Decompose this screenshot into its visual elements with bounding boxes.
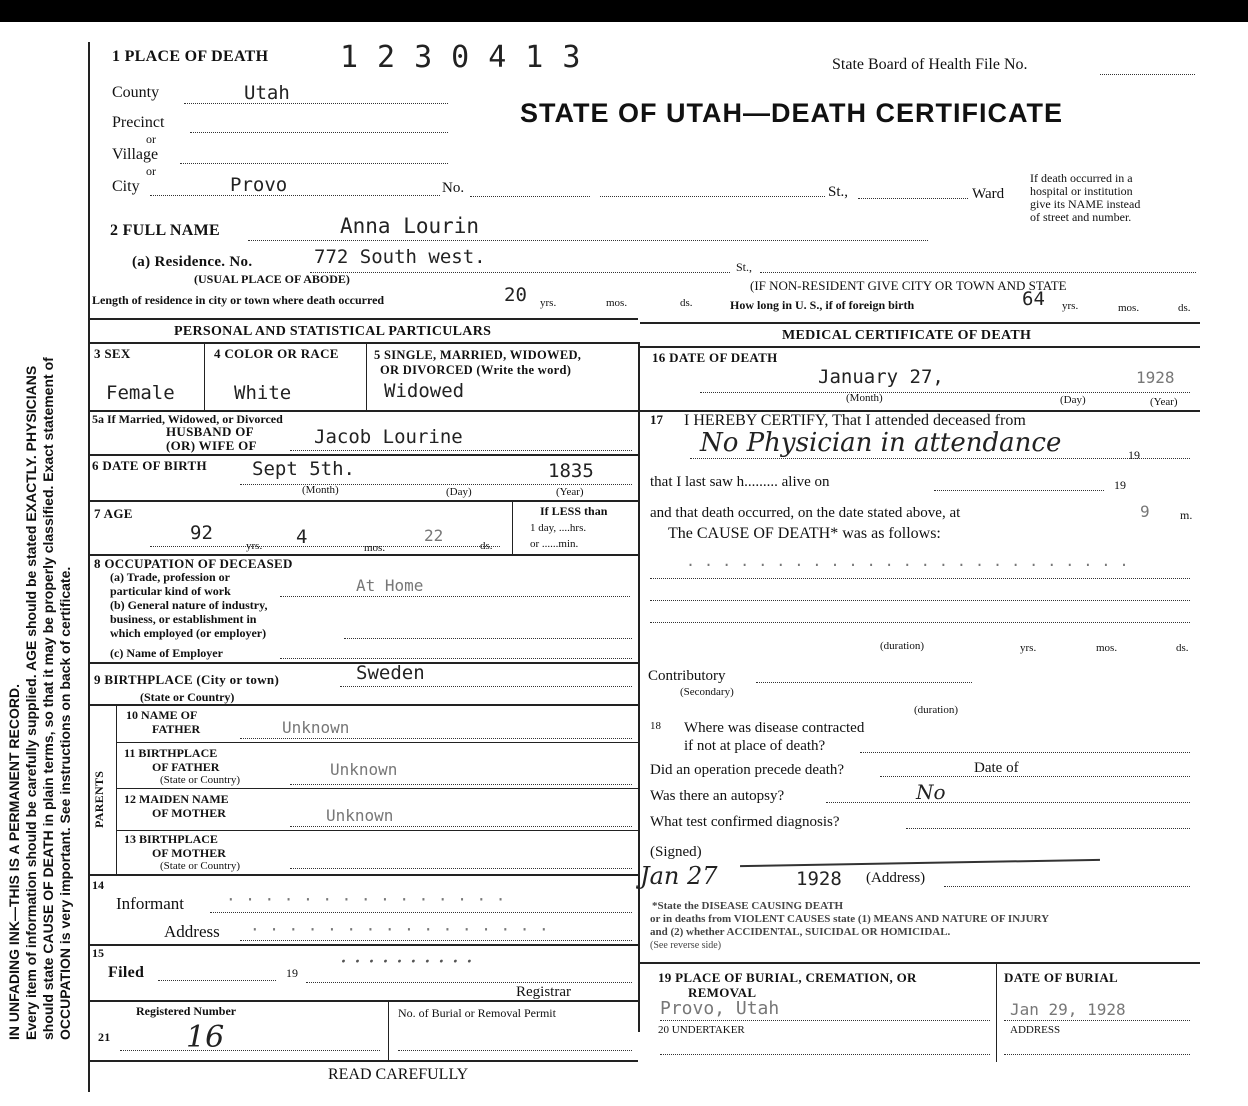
mother-name-label-2: OF MOTHER xyxy=(152,806,226,820)
occupation-label: 8 OCCUPATION OF DECEASED xyxy=(94,556,293,571)
length-residence-years: 20 xyxy=(504,284,527,306)
occupation-b-label-3: which employed (or employer) xyxy=(110,626,267,640)
dob-month-value: Sept 5th. xyxy=(252,458,355,480)
duration-label: (duration) xyxy=(880,640,924,652)
registered-number-label: Registered Number xyxy=(136,1004,237,1018)
precinct-label: Precinct xyxy=(112,114,165,131)
parents-divider xyxy=(116,704,117,874)
duration-ds: ds. xyxy=(1176,642,1189,654)
dob-day-caption: (Day) xyxy=(446,486,472,498)
burial-label-1: 19 PLACE OF BURIAL, CREMATION, OR xyxy=(658,970,917,985)
burial-date-value: Jan 29, 1928 xyxy=(1010,1000,1126,1019)
rule-before-registered xyxy=(90,1000,638,1002)
violence-note-2: or in deaths from VIOLENT CAUSES state (1) MEANS AND NATURE OF INJURY xyxy=(650,913,1050,925)
residence-label: (a) Residence. No. xyxy=(132,254,253,270)
sex-label: 3 SEX xyxy=(94,346,131,361)
dob-dots xyxy=(240,484,632,485)
q18-test: What test confirmed diagnosis? xyxy=(650,814,840,830)
contributory-dots xyxy=(756,682,972,683)
informant-dots xyxy=(210,912,632,913)
less-than-label-3: or ......min. xyxy=(530,538,579,550)
signature-scrawl xyxy=(740,859,1100,867)
file-no-label: State Board of Health File No. xyxy=(832,56,1028,73)
st-label: St., xyxy=(828,184,849,200)
parents-label: PARENTS xyxy=(92,770,106,828)
registrar-dots xyxy=(306,982,632,983)
center-divider xyxy=(638,342,640,1032)
death-time: 9 xyxy=(1140,502,1150,521)
side-instructions xyxy=(6,30,74,1040)
length-ds-label: ds. xyxy=(680,297,693,309)
mother-name-dots xyxy=(290,826,632,827)
side-instructions-line2: Every item of information should be carefully supplied. AGE should be stated EXACTLY. PHYSICIANS xyxy=(23,365,39,1040)
last-saw-dots xyxy=(934,490,1104,491)
city-label: City xyxy=(112,178,140,195)
age-yrs-label: yrs. xyxy=(246,540,263,552)
filed-number: 15 xyxy=(92,946,104,960)
q18-autopsy-value: No xyxy=(916,780,946,804)
informant-address-label: Address xyxy=(164,922,220,941)
undertaker-dots xyxy=(660,1054,990,1055)
undertaker-address-label: ADDRESS xyxy=(1010,1024,1061,1036)
certify-dots xyxy=(690,458,1190,459)
dob-year-caption: (Year) xyxy=(556,486,584,498)
side-instructions-line1: IN UNFADING INK—THIS IS A PERMANENT RECORD. xyxy=(6,684,22,1040)
q18-operation-date: Date of xyxy=(974,760,1019,776)
dod-month-caption: (Month) xyxy=(846,392,883,404)
q18-test-dots xyxy=(906,828,1190,829)
signed-address-dots xyxy=(944,886,1190,887)
county-label: County xyxy=(112,84,160,101)
abode-label: (USUAL PLACE OF ABODE) xyxy=(194,272,350,286)
city-dots xyxy=(150,195,440,196)
occupation-b-label-2: business, or establishment in xyxy=(110,612,257,626)
residence-value: 772 South west. xyxy=(314,246,486,268)
signed-address-label: (Address) xyxy=(866,870,926,886)
divider-sex-color xyxy=(204,342,205,410)
rule-medical-2 xyxy=(640,346,1200,348)
occupation-dots xyxy=(280,596,630,597)
burial-label-2: REMOVAL xyxy=(688,985,757,1000)
side-instructions-line4: OCCUPATION is very important. See instructions on back of certificate. xyxy=(57,566,73,1040)
left-border xyxy=(88,42,90,1092)
residence-st-dots xyxy=(760,272,1196,273)
certify-text: I HEREBY CERTIFY, That I attended deceased from xyxy=(684,412,1026,429)
place-of-death-label: 1 PLACE OF DEATH xyxy=(112,48,269,65)
marital-label-2: OR DIVORCED (Write the word) xyxy=(380,363,572,377)
hospital-note-1: If death occurred in a xyxy=(1030,171,1133,185)
date-of-death-dots xyxy=(700,392,1190,393)
cause-line-1 xyxy=(650,578,1190,579)
personal-section-title: PERSONAL AND STATISTICAL PARTICULARS xyxy=(174,324,492,339)
less-than-label-2: 1 day, ....hrs. xyxy=(530,522,587,534)
dob-year-value: 1835 xyxy=(548,460,594,482)
spouse-label-2: HUSBAND OF xyxy=(166,424,254,439)
foreign-ds-label: ds. xyxy=(1178,302,1191,314)
certify-handwriting: No Physician in attendance xyxy=(700,428,1062,458)
registered-number-value: 16 xyxy=(186,1020,225,1055)
street-dots xyxy=(600,196,825,197)
street-no-dots xyxy=(470,196,590,197)
burial-value: Provo, Utah xyxy=(660,998,780,1019)
rule-medical-top xyxy=(640,322,1200,324)
last-saw-label: that I last saw h......... alive on xyxy=(650,474,830,490)
village-label: Village xyxy=(112,146,159,163)
or-label-1: or xyxy=(146,132,156,146)
occupation-b-dots xyxy=(344,638,632,639)
rule-after-birthplace xyxy=(90,704,638,706)
secondary-label: (Secondary) xyxy=(680,686,734,698)
father-name-label-2: FATHER xyxy=(152,722,201,736)
violence-note-4: (See reverse side) xyxy=(650,940,722,951)
serial-number: 1230413 xyxy=(340,40,600,75)
father-name-value: Unknown xyxy=(282,718,350,737)
q18-operation: Did an operation precede death? xyxy=(650,762,845,778)
hospital-note xyxy=(1030,172,1140,224)
duration-mos: mos. xyxy=(1096,642,1118,654)
file-no-dots xyxy=(1100,74,1195,75)
rule-father-name xyxy=(116,742,638,743)
scan-top-border xyxy=(0,0,1248,22)
age-years-value: 92 xyxy=(190,522,213,544)
occupation-a-label-2: particular kind of work xyxy=(110,584,231,598)
q18-autopsy: Was there an autopsy? xyxy=(650,788,785,804)
registrar-signature: · · · · · · · · · · xyxy=(340,950,473,975)
spouse-dots xyxy=(290,450,632,451)
precinct-dots xyxy=(190,132,448,133)
father-name-dots xyxy=(240,738,632,739)
mother-birthplace-dots xyxy=(290,868,632,869)
q18-contracted-dots xyxy=(860,752,1190,753)
last-saw-19: 19 xyxy=(1114,478,1126,492)
filed-19: 19 xyxy=(286,966,298,980)
informant-number: 14 xyxy=(92,878,104,892)
registered-number-prefix: 21 xyxy=(98,1030,111,1044)
date-of-death-value: January 27, xyxy=(818,366,944,388)
full-name-dots xyxy=(248,240,928,241)
spouse-label-3: (OR) WIFE OF xyxy=(166,438,257,453)
burial-permit-dots xyxy=(398,1050,632,1051)
age-months-value: 4 xyxy=(296,526,308,548)
birthplace-label: 9 BIRTHPLACE (City or town) xyxy=(94,672,280,687)
violence-note-1: *State the DISEASE CAUSING DEATH xyxy=(652,900,844,912)
age-dots xyxy=(150,546,500,547)
rule-bottom-left xyxy=(90,1060,638,1062)
certificate-title: STATE OF UTAH—DEATH CERTIFICATE xyxy=(520,98,1063,128)
violence-note-3: and (2) whether ACCIDENTAL, SUICIDAL OR HOMICIDAL. xyxy=(650,926,951,938)
father-birthplace-label-3: (State or Country) xyxy=(160,774,241,786)
birthplace-value: Sweden xyxy=(356,662,425,684)
residence-st-label: St., xyxy=(736,260,753,274)
medical-section-title: MEDICAL CERTIFICATE OF DEATH xyxy=(782,328,1032,343)
divider-registered xyxy=(388,1000,389,1060)
mother-birthplace-label-1: 13 BIRTHPLACE xyxy=(124,832,218,846)
length-mos-label: mos. xyxy=(606,297,628,309)
occupation-b-label-1: (b) General nature of industry, xyxy=(110,598,268,612)
burial-date-dots xyxy=(1004,1020,1190,1021)
informant-address-dots xyxy=(240,940,632,941)
father-birthplace-dots xyxy=(290,784,632,785)
dod-day-caption: (Day) xyxy=(1060,394,1086,406)
marital-label: 5 SINGLE, MARRIED, WIDOWED, xyxy=(374,348,582,362)
rule-personal-2 xyxy=(90,342,638,344)
date-of-death-year: 1928 xyxy=(1136,368,1175,387)
non-resident-label: (IF NON-RESIDENT GIVE CITY OR TOWN AND STATE xyxy=(750,278,1067,293)
undertaker-address-dots xyxy=(1004,1054,1190,1055)
read-carefully: READ CAREFULLY xyxy=(328,1066,469,1083)
age-label: 7 AGE xyxy=(94,506,133,521)
less-than-label-1: If LESS than xyxy=(540,504,608,518)
hospital-note-4: of street and number. xyxy=(1030,210,1132,224)
dob-label: 6 DATE OF BIRTH xyxy=(92,458,207,473)
length-yrs-label: yrs. xyxy=(540,297,557,309)
ward-label: Ward xyxy=(972,186,1005,202)
marital-value: Widowed xyxy=(384,380,465,402)
color-race-value: White xyxy=(234,382,292,404)
foreign-birth-label: How long in U. S., if of foreign birth xyxy=(730,298,915,312)
father-birthplace-label-2: OF FATHER xyxy=(152,760,220,774)
filed-label: Filed xyxy=(108,964,145,981)
rule-after-parents xyxy=(90,874,638,876)
full-name-label: 2 FULL NAME xyxy=(110,222,220,239)
sex-value: Female xyxy=(106,382,175,404)
county-dots xyxy=(184,103,448,104)
registrar-label: Registrar xyxy=(516,984,571,1000)
burial-permit-label: No. of Burial or Removal Permit xyxy=(398,1006,556,1020)
certify-19: 19 xyxy=(1128,448,1140,462)
dod-year-caption: (Year) xyxy=(1150,396,1178,408)
burial-dots xyxy=(660,1020,990,1021)
duration-label-2: (duration) xyxy=(914,704,958,716)
foreign-yrs-label: yrs. xyxy=(1062,300,1079,312)
signed-year: 1928 xyxy=(796,868,842,890)
informant-label: Informant xyxy=(116,894,184,913)
or-label-2: or xyxy=(146,164,156,178)
spouse-label-1: 5a If Married, Widowed, or Divorced xyxy=(92,412,283,426)
foreign-mos-label: mos. xyxy=(1118,302,1140,314)
color-race-label: 4 COLOR OR RACE xyxy=(214,346,339,361)
birthplace-sub-label: (State or Country) xyxy=(140,690,235,704)
contributory-label: Contributory xyxy=(648,668,726,684)
q18-not-at-place: if not at place of death? xyxy=(684,738,826,754)
hospital-note-3: give its NAME instead xyxy=(1030,197,1141,211)
mother-name-label-1: 12 MAIDEN NAME xyxy=(124,792,229,806)
residence-dots xyxy=(310,272,730,273)
date-of-death-label: 16 DATE OF DEATH xyxy=(652,350,778,365)
duration-yrs: yrs. xyxy=(1020,642,1037,654)
father-birthplace-label-1: 11 BIRTHPLACE xyxy=(124,746,218,760)
employer-dots xyxy=(280,658,632,659)
informant-value: · · · · · · · · · · · · · · · xyxy=(226,890,506,909)
q18-contracted: Where was disease contracted xyxy=(684,720,865,736)
foreign-birth-years: 64 xyxy=(1022,288,1045,310)
county-value: Utah xyxy=(244,82,290,104)
divider-color-marital xyxy=(366,342,367,410)
dob-month-caption: (Month) xyxy=(302,484,339,496)
signed-date: Jan 27 xyxy=(640,862,718,890)
father-name-label-1: 10 NAME OF xyxy=(126,708,198,722)
side-instructions-line3: should state CAUSE OF DEATH in plain terms, so that it may be properly classified. Exact statement of xyxy=(40,357,56,1040)
rule-mother-name xyxy=(116,830,638,831)
birthplace-dots xyxy=(340,686,632,687)
divider-burial xyxy=(996,962,997,1062)
divider-age-lessthan xyxy=(512,500,513,554)
age-mos-label: mos. xyxy=(364,542,386,554)
spouse-value: Jacob Lourine xyxy=(314,426,463,448)
village-dots xyxy=(180,163,448,164)
undertaker-label: 20 UNDERTAKER xyxy=(658,1024,745,1036)
certify-num: 17 xyxy=(650,412,663,427)
signed-label: (Signed) xyxy=(650,844,702,860)
registered-number-dots xyxy=(120,1050,380,1051)
occupation-value: At Home xyxy=(356,576,424,595)
father-birthplace-value: Unknown xyxy=(330,760,398,779)
filed-dots xyxy=(158,980,276,981)
cause-faded-text: · · · · · · · · · · · · · · · · · · · · · · · · · xyxy=(686,556,1129,574)
street-no-label: No. xyxy=(442,180,465,196)
cause-label: The CAUSE OF DEATH* was as follows: xyxy=(668,525,941,542)
age-ds-label: ds. xyxy=(480,540,493,552)
employer-label: (c) Name of Employer xyxy=(110,646,223,660)
city-value: Provo xyxy=(230,174,288,196)
rule-after-informant xyxy=(90,944,638,946)
rule-father-birthplace xyxy=(116,788,638,789)
rule-before-burial xyxy=(640,962,1200,964)
st-dots xyxy=(858,198,968,199)
occupation-a-label-1: (a) Trade, profession or xyxy=(110,570,230,584)
q18-operation-dots xyxy=(880,776,1190,777)
death-occurred-label: and that death occurred, on the date stated above, at xyxy=(650,505,961,521)
cause-line-2 xyxy=(650,600,1190,601)
q18-autopsy-dots xyxy=(826,802,1190,803)
informant-address-value: · · · · · · · · · · · · · · · · xyxy=(250,920,549,939)
mother-birthplace-label-2: OF MOTHER xyxy=(152,846,226,860)
cause-line-3 xyxy=(650,622,1190,623)
death-time-m: m. xyxy=(1180,508,1193,522)
mother-name-value: Unknown xyxy=(326,806,394,825)
age-days-value: 22 xyxy=(424,526,444,545)
full-name-value: Anna Lourin xyxy=(340,214,480,238)
length-residence-label: Length of residence in city or town where death occurred xyxy=(92,293,385,307)
burial-date-label: DATE OF BURIAL xyxy=(1004,970,1118,985)
q18-number: 18 xyxy=(650,720,661,732)
rule-after-spouse xyxy=(90,454,638,456)
hospital-note-2: hospital or institution xyxy=(1030,184,1133,198)
rule-after-dob xyxy=(90,500,638,502)
mother-birthplace-label-3: (State or Country) xyxy=(160,860,241,872)
rule-personal-top xyxy=(90,318,638,320)
